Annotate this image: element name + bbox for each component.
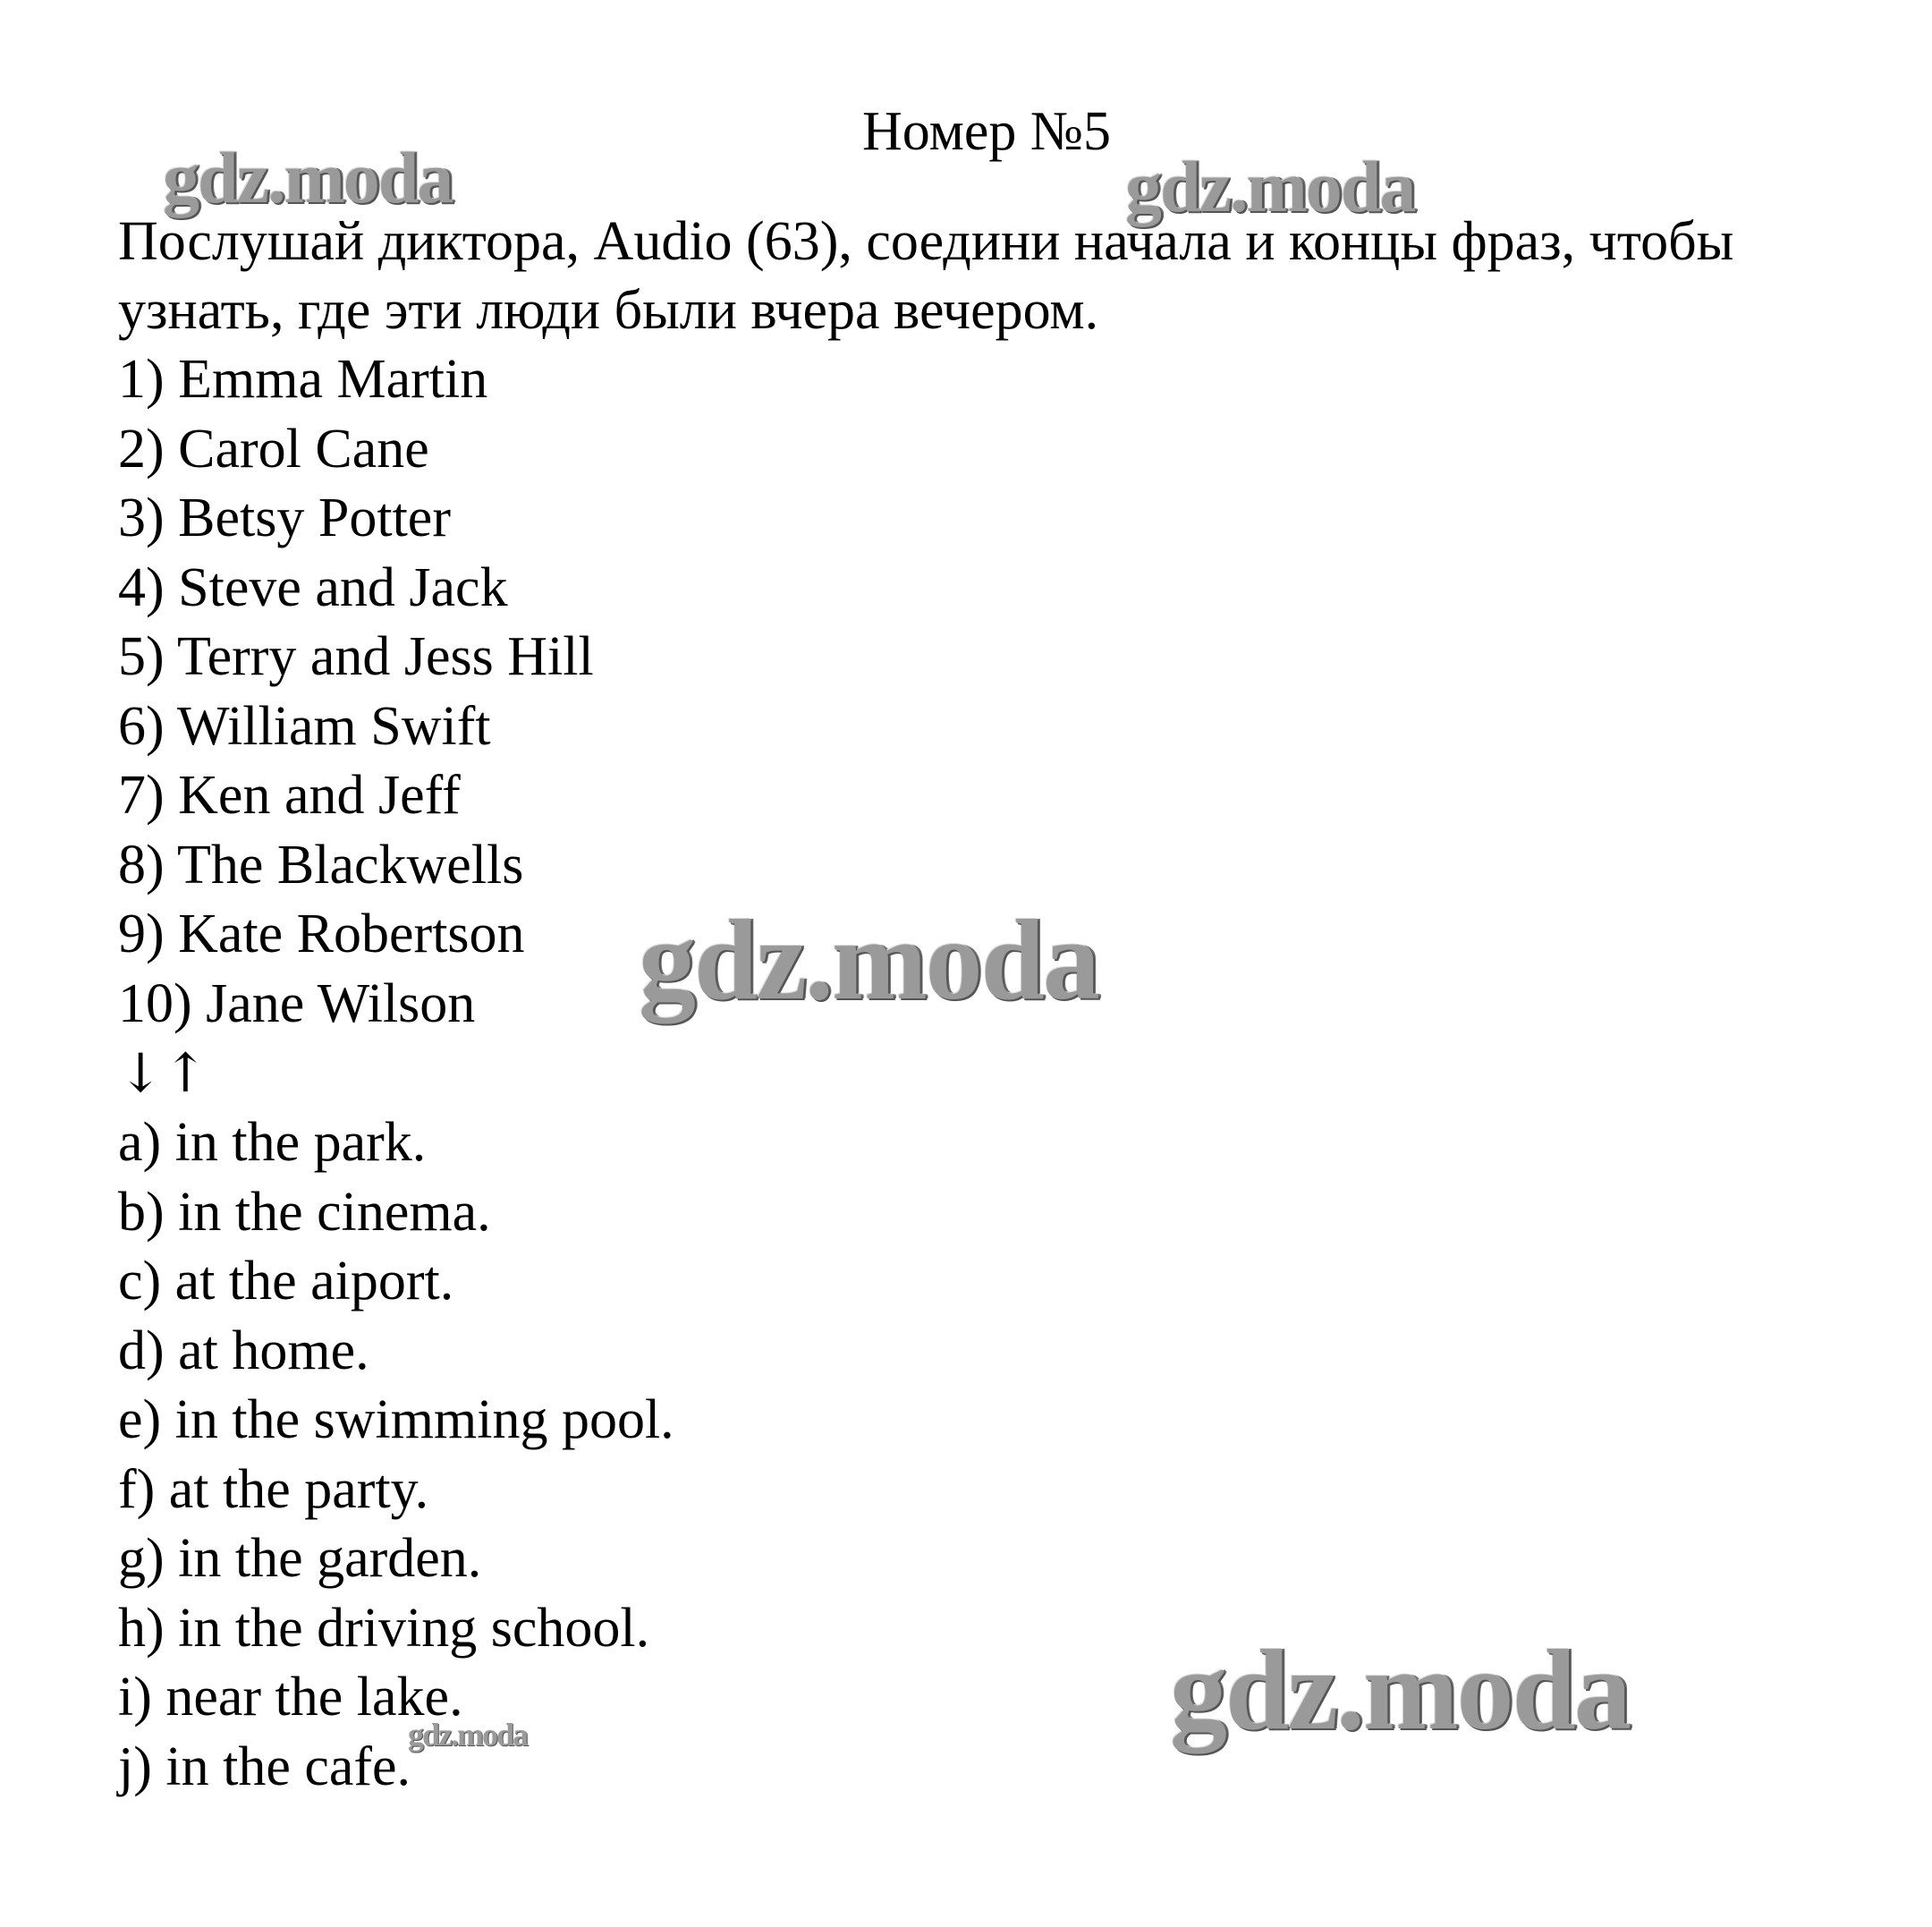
list-item: e) in the swimming pool. <box>118 1389 674 1450</box>
list-item: h) in the driving school. <box>118 1597 650 1659</box>
list-item: 3) Betsy Potter <box>118 488 451 548</box>
page-title: Номер №5 <box>862 101 1112 162</box>
list-item: 2) Carol Cane <box>118 418 429 480</box>
list-item: 6) William Swift <box>118 695 491 757</box>
list-item: 7) Ken and Jeff <box>118 765 461 826</box>
list-item: 10) Jane Wilson <box>118 972 476 1034</box>
list-item: b) in the cinema. <box>118 1181 491 1243</box>
watermark: gdz.moda <box>163 137 453 218</box>
list-item: 9) Kate Robertson <box>118 904 525 964</box>
list-item: 1) Emma Martin <box>118 349 488 410</box>
list-item: f) at the party. <box>118 1458 429 1520</box>
list-item: a) in the park. <box>118 1112 427 1173</box>
watermark: gdz.moda <box>1170 1626 1630 1753</box>
list-item: c) at the aiport. <box>118 1251 454 1312</box>
watermark: gdz.moda <box>408 1717 528 1753</box>
watermark: gdz.moda <box>1125 146 1415 227</box>
match-arrows: ↓↑ <box>118 1042 208 1105</box>
list-item: 4) Steve and Jack <box>118 556 508 618</box>
list-item: j) in the cafe. <box>118 1736 411 1797</box>
list-item: 8) The Blackwells <box>118 834 524 896</box>
list-item: 5) Terry and Jess Hill <box>118 626 594 687</box>
list-item: i) near the lake. <box>118 1667 463 1728</box>
list-item: g) in the garden. <box>118 1528 482 1589</box>
people-list <box>118 345 594 1039</box>
list-item: d) at home. <box>118 1320 369 1381</box>
instruction-text: Послушай диктора, Audio (63), соедини начала и концы фраз, чтобы узнать, где эти люди были вчера вечером. <box>118 211 1734 341</box>
places-list <box>118 1108 674 1802</box>
watermark: gdz.moda <box>639 896 1098 1023</box>
